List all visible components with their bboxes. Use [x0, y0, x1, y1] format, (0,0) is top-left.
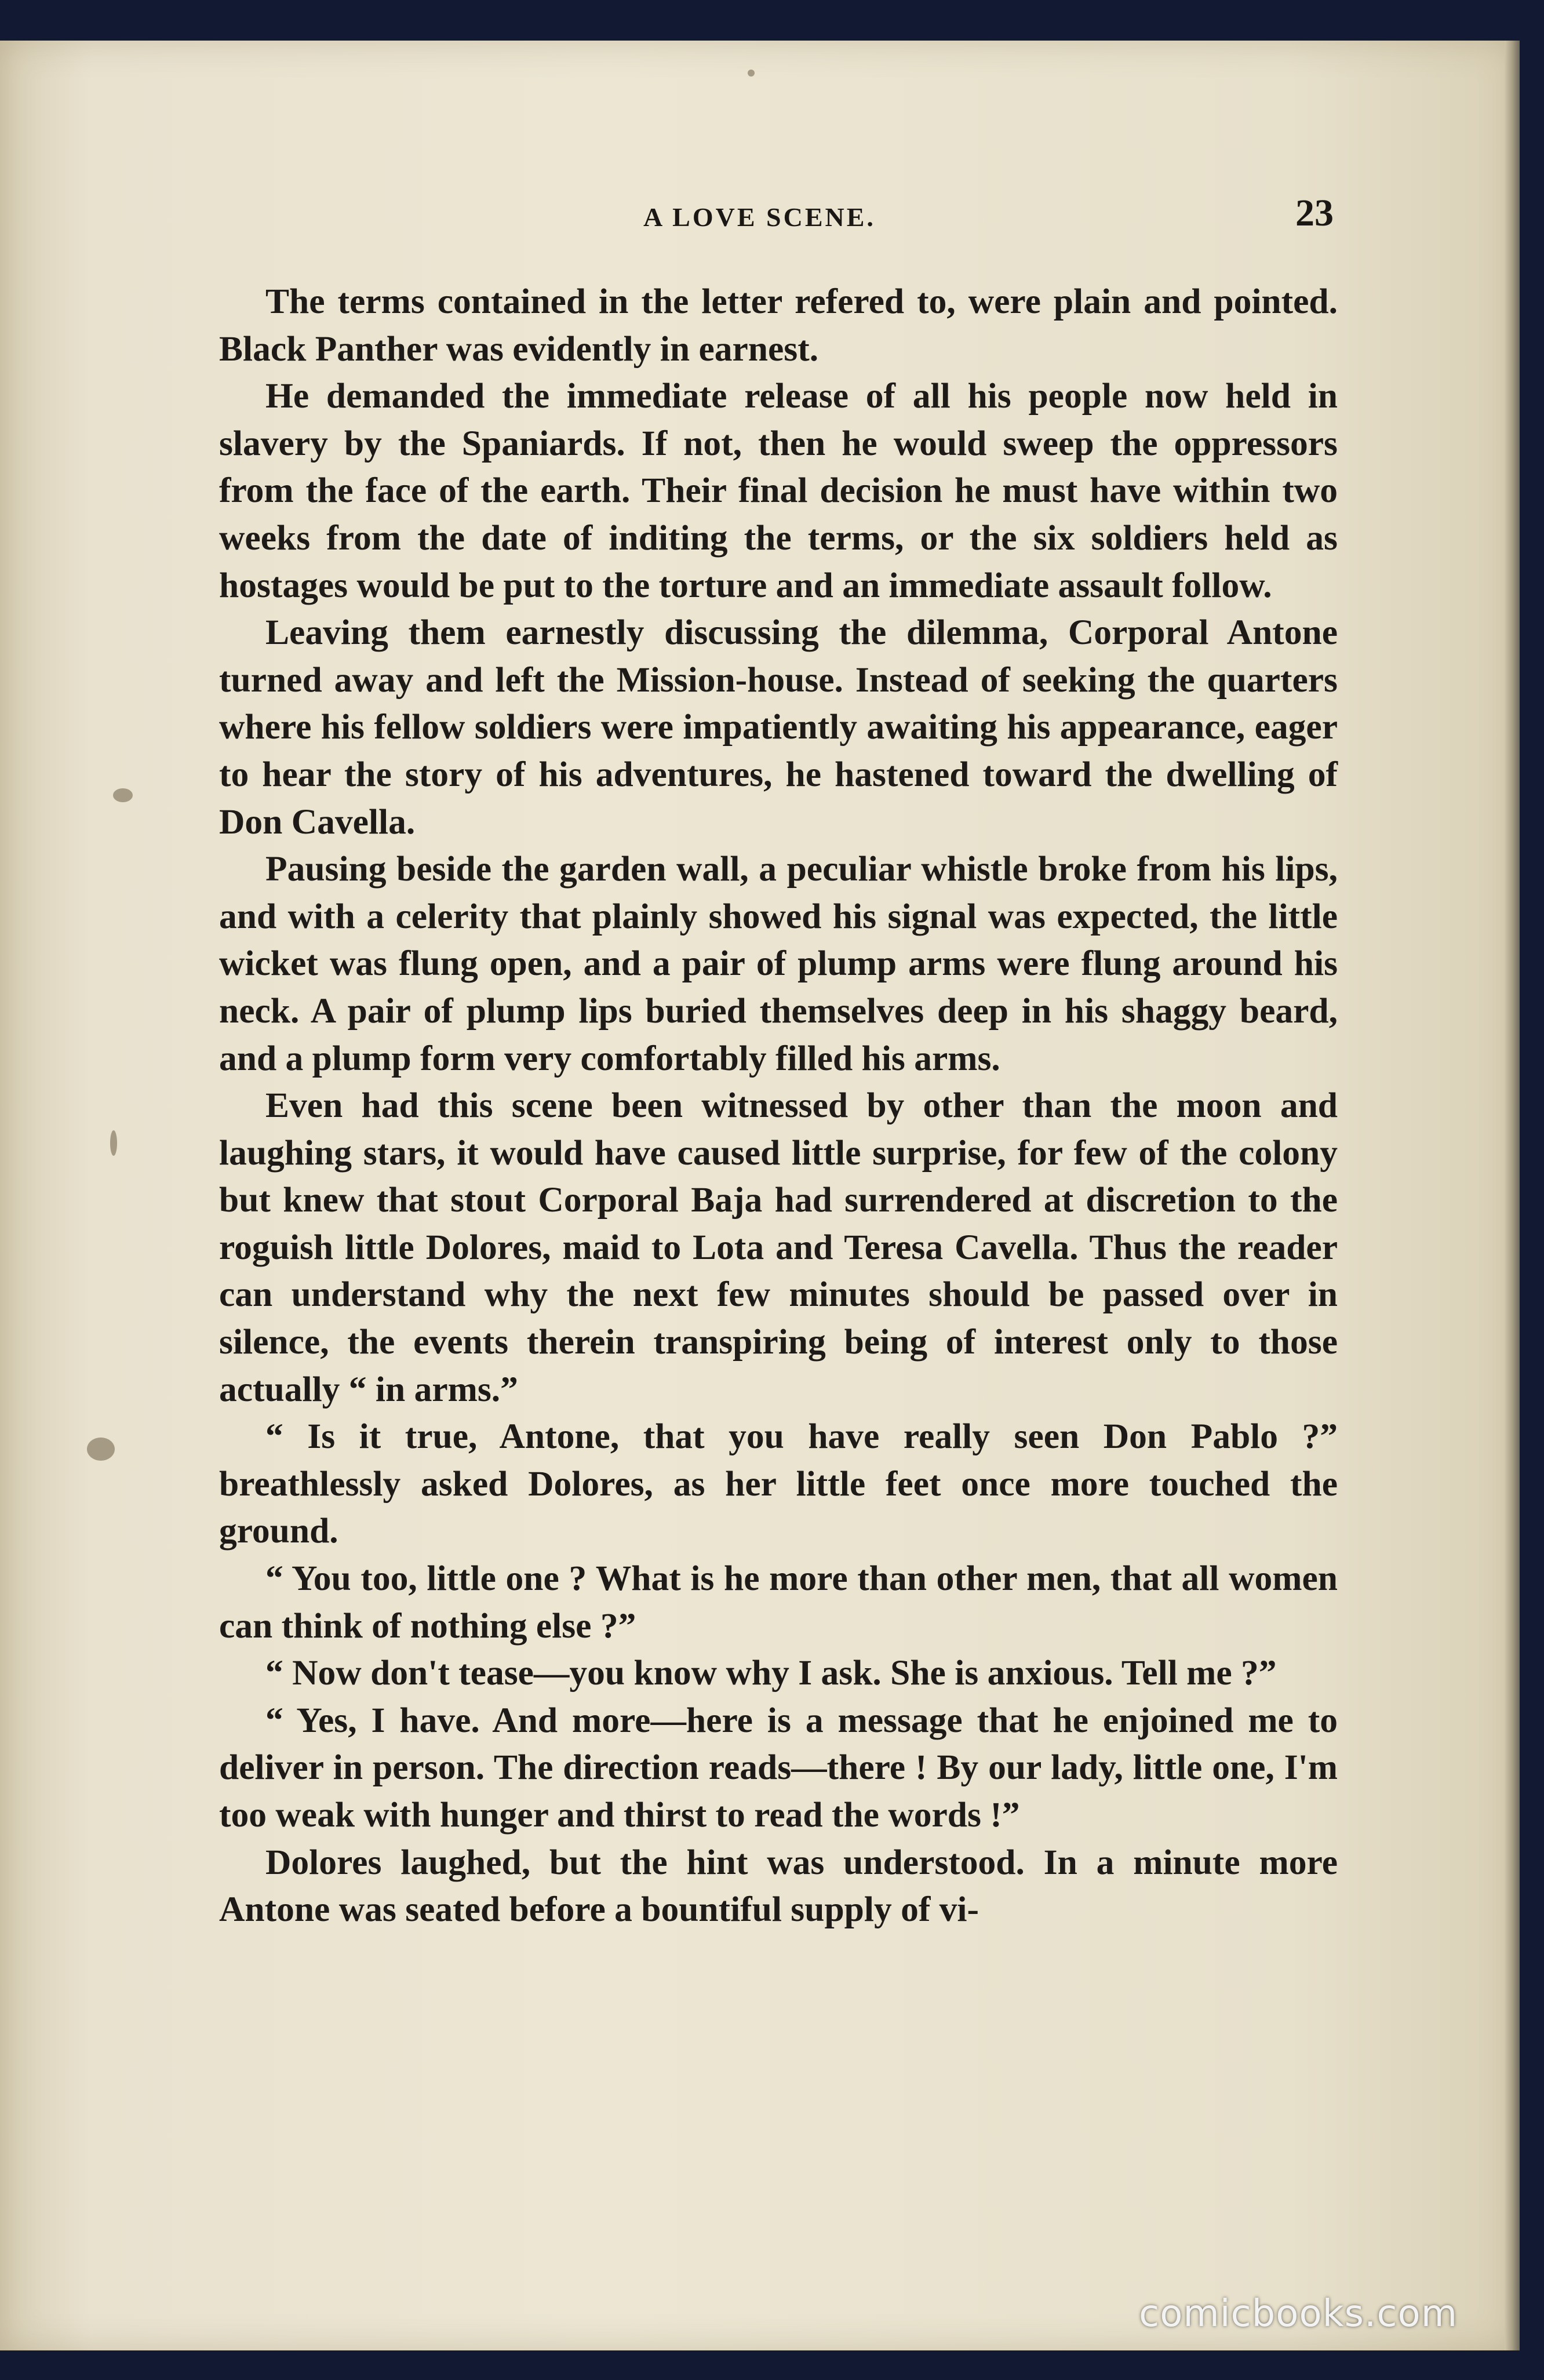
paragraph: The terms contained in the letter refered to, were plain and pointed. Black Panther was evidently in earnest. — [219, 282, 1338, 369]
running-title: A LOVE SCENE. — [643, 202, 876, 232]
paragraph: “ Is it true, Antone, that you have really seen Don Pablo ?” breathlessly asked Dolores, as her little feet once more touched the ground. — [219, 1417, 1338, 1551]
paragraph: He demanded the immediate release of all his people now held in slavery by the Spaniards. If not, then he would sweep the oppressors from the face of the earth. Their final decision he must have within two weeks from the date of inditing the terms, or the six soldiers held as hostages would be put to the torture and an immediate assault follow. — [219, 376, 1338, 605]
paragraph: Even had this scene been witnessed by other than the moon and laughing stars, it would have caused little surprise, for few of the colony but knew that stout Corporal Baja had surrendered at discretion to the roguish little Dolores, maid to Lota and Teresa Cavella. Thus the reader can understand why the next few minutes should be passed over in silence, the events therein transpiring being of interest only to those actually “ in arms.” — [219, 1086, 1338, 1409]
watermark: comicbooks.com — [1139, 2292, 1458, 2335]
page-edge — [1505, 41, 1520, 2350]
paragraph: “ Now don't tease—you know why I ask. She is anxious. Tell me ?” — [265, 1653, 1277, 1693]
stain-mark — [87, 1438, 115, 1461]
page-number: 23 — [1295, 192, 1334, 234]
body-text — [219, 278, 1338, 1934]
paragraph: “ You too, little one ? What is he more than other men, that all women can think of nothing else ?” — [219, 1559, 1338, 1646]
paragraph: “ Yes, I have. And more—here is a message that he enjoined me to deliver in person. The direction reads—there ! By our lady, little one, I'm too weak with hunger and thirst to read the words !” — [219, 1700, 1338, 1835]
stain-mark — [748, 70, 755, 77]
paragraph: Dolores laughed, but the hint was understood. In a minute more Antone was seated before a bountiful supply of vi- — [219, 1842, 1338, 1930]
stain-mark — [113, 788, 133, 802]
stain-mark — [110, 1130, 117, 1156]
paragraph: Pausing beside the garden wall, a peculiar whistle broke from his lips, and with a celerity that plainly showed his signal was expected, the little wicket was flung open, and a pair of plump arms were flung around his neck. A pair of plump lips buried themselves deep in his shaggy beard, and a plump form very comfortably filled his arms. — [219, 849, 1338, 1078]
paragraph: Leaving them earnestly discussing the dilemma, Corporal Antone turned away and left the Mission-house. Instead of seeking the quarters where his fellow soldiers were impatiently awaiting his appearance, eager to hear the story of his adventures, he hastened toward the dwelling of Don Cavella. — [219, 613, 1338, 842]
